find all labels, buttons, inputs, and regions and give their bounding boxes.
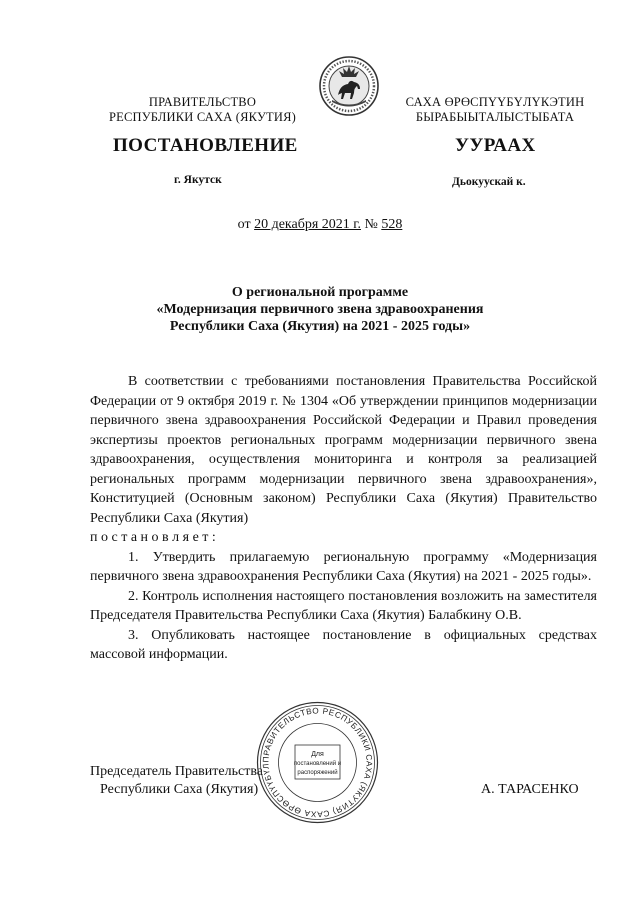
document-number: 528 (381, 217, 403, 232)
official-stamp (255, 700, 380, 825)
body-resolves: п о с т а н о в л я е т : (90, 530, 216, 545)
city-sah: Дьокуускай к. (452, 176, 526, 188)
coat-of-arms-icon (318, 55, 380, 117)
stamp-center-line2: постановлений и (293, 761, 342, 767)
body-item-1: 1. Утвердить прилагаемую региональную программу «Модернизация первичного звена здравоохранения Республики Саха (Якутия) на 2021 - 2025 годы». (90, 549, 597, 584)
signature-position-line2: Республики Саха (Якутия) (100, 782, 259, 797)
signature-position (90, 763, 263, 799)
doc-type-ru: ПОСТАНОВЛЕНИЕ (113, 135, 298, 156)
dateline (0, 217, 640, 233)
document-body (90, 372, 597, 665)
document-date: 20 декабря 2021 г. (254, 217, 361, 232)
header-right (395, 95, 595, 125)
doc-type-sah: УУРААХ (455, 135, 536, 156)
body-item-3: 3. Опубликовать настоящее постановление в официальных средствах массовой информации. (90, 627, 597, 662)
title-line2: «Модернизация первичного звена здравоохранения (156, 302, 484, 317)
document-title (80, 284, 560, 335)
header-right-line1: САХА ӨРӨСПҮҮБҮЛҮКЭТИН (405, 95, 585, 109)
body-intro: В соответствии с требованиями постановления Правительства Российской Федерации от 9 октября 2019 г. № 1304 «Об утверждении принципов модернизации первичного звена здравоохранения Российской Федерации и Правил проведения экспертизы проектов региональных программ модернизации первичного звена здравоохранения, осуществления мониторинга и контроля за реализацией региональных программ модернизации первичного звена здравоохранения», Конституцией (Основным законом) Республики Саха (Якутия) Правительство Республики Саха (Якутия) (90, 374, 597, 526)
header-left (90, 95, 315, 125)
signer-name: А. ТАРАСЕНКО (481, 782, 579, 797)
title-line3: Республики Саха (Якутия) на 2021 - 2025 годы» (169, 319, 471, 334)
header-left-line1: ПРАВИТЕЛЬСТВО (148, 95, 257, 109)
city-ru: г. Якутск (174, 174, 222, 186)
signature-position-line1: Председатель Правительства (90, 764, 263, 779)
stamp-ring-text: ПРАВИТЕЛЬСТВО РЕСПУБЛИКИ САХА (ЯКУТИЯ) САХА ӨРӨСПҮҮБҮЛ (261, 706, 374, 819)
stamp-center-line1: Для (311, 751, 324, 758)
dateline-prefix: от (237, 217, 251, 232)
title-line1: О региональной программе (231, 285, 409, 300)
header-left-line2: РЕСПУБЛИКИ САХА (ЯКУТИЯ) (109, 110, 296, 124)
stamp-center-line3: распоряжений (297, 770, 338, 776)
header-right-line2: БЫРАБЫЫТАЛЫСТЫБАТА (415, 110, 575, 124)
number-sign: № (364, 217, 378, 232)
body-item-2: 2. Контроль исполнения настоящего постановления возложить на заместителя Председателя Правительства Республики Саха (Якутия) Балабкину О.В. (90, 588, 597, 623)
